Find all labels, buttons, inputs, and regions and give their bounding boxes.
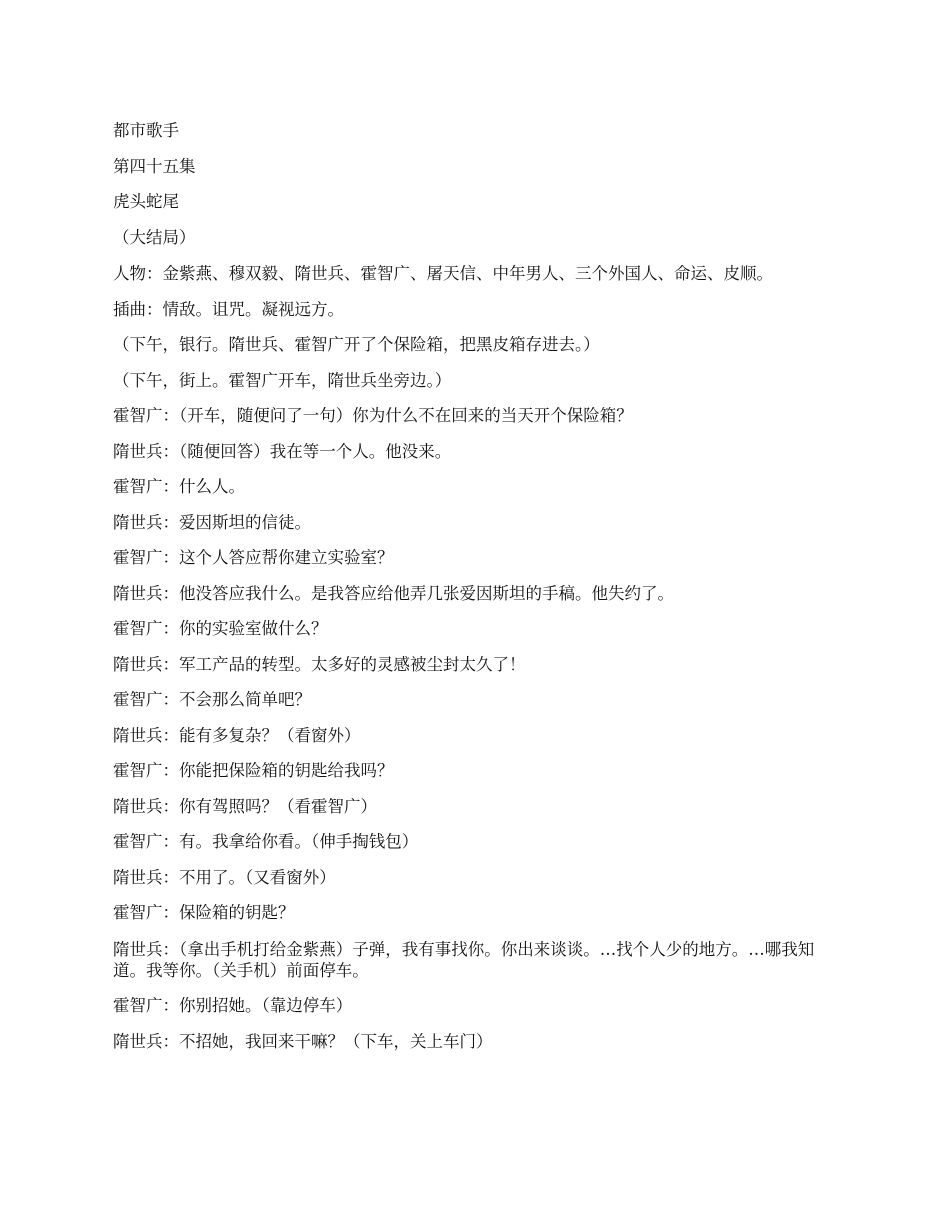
dialogue-line: 隋世兵：不招她，我回来干嘛？（下车，关上车门）: [113, 1031, 493, 1051]
song-list: 插曲：情敌。诅咒。凝视远方。: [113, 299, 344, 319]
character-list: 人物：金紫燕、穆双毅、隋世兵、霍智广、屠天信、中年男人、三个外国人、命运、皮顺。: [113, 264, 773, 283]
dialogue-line: 隋世兵：你有驾照吗？（看霍智广）: [113, 796, 377, 816]
dialogue-line: 隋世兵：爱因斯坦的信徒。: [113, 512, 311, 532]
dialogue-line: 隋世兵：能有多复杂？（看窗外）: [113, 725, 361, 745]
scene-direction-bank: （下午，银行。隋世兵、霍智广开了个保险箱，把黑皮箱存进去。）: [113, 335, 600, 354]
episode-title: 虎头蛇尾: [113, 192, 179, 211]
dialogue-line: 霍智广：不会那么简单吧？: [113, 690, 311, 709]
scene-direction-street: （下午，街上。霍智广开车，隋世兵坐旁边。）: [113, 370, 452, 390]
dialogue-line: 霍智广：（开车，随便问了一句）你为什么不在回来的当天开个保险箱？: [113, 406, 633, 425]
dialogue-line: 隋世兵：军工产品的转型。太多好的灵感被尘封太久了！: [113, 654, 526, 674]
script-page: [113, 121, 833, 1067]
dialogue-line: 霍智广：有。我拿给你看。（伸手掏钱包）: [113, 832, 419, 851]
dialogue-line: 隋世兵：（拿出手机打给金紫燕）子弹，我有事找你。你出来谈谈。…找个人少的地方。…哪我知道。我等你。（关手机）前面停车。: [113, 939, 815, 980]
dialogue-line: 霍智广：你能把保险箱的钥匙给我吗？: [113, 761, 394, 780]
episode-number: 第四十五集: [113, 156, 196, 176]
document-title: 都市歌手: [113, 121, 179, 140]
dialogue-line: 霍智广：保险箱的钥匙？: [113, 903, 295, 922]
dialogue-line: 隋世兵：不用了。（又看窗外）: [113, 867, 336, 887]
dialogue-line: 隋世兵：（随便回答）我在等一个人。他没来。: [113, 441, 452, 461]
dialogue-line: 霍智广：你的实验室做什么？: [113, 619, 328, 638]
dialogue-line: 霍智广：你别招她。（靠边停车）: [113, 996, 353, 1015]
dialogue-line: 隋世兵：他没答应我什么。是我答应给他弄几张爱因斯坦的手稿。他失约了。: [113, 583, 674, 603]
dialogue-line: 霍智广：这个人答应帮你建立实验室？: [113, 548, 394, 567]
dialogue-line: 霍智广：什么人。: [113, 477, 245, 496]
episode-subtitle: （大结局）: [113, 227, 196, 247]
